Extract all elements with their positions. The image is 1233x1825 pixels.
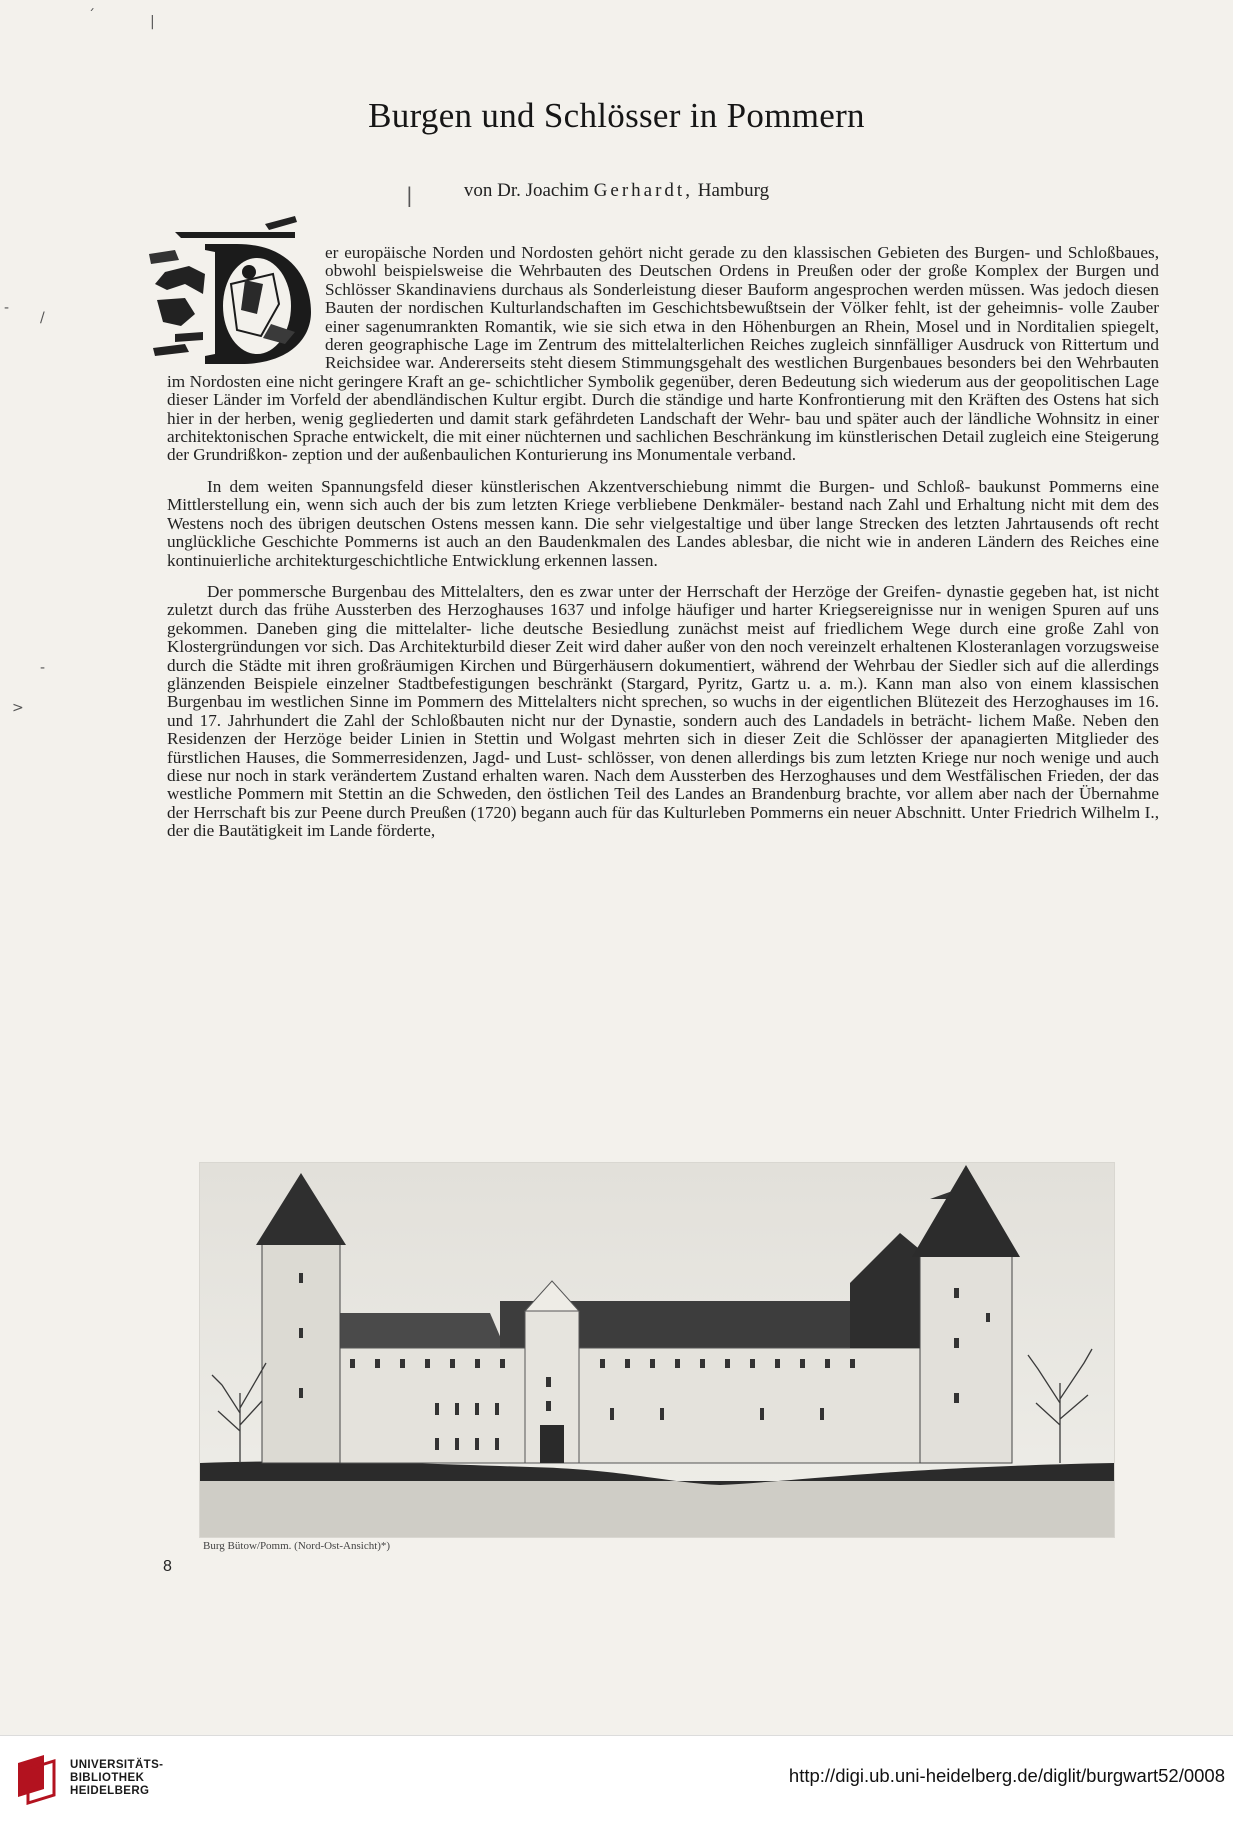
margin-mark: | [150,14,155,30]
university-library-logo-icon[interactable] [14,1753,58,1805]
article-title: Burgen und Schlösser in Pommern [368,96,865,135]
library-name-line-3: HEIDELBERG [70,1785,150,1797]
margin-mark: - [40,660,46,676]
margin-mark: - [4,300,10,316]
paragraph-1-container [167,244,1159,465]
byline-city: Hamburg [697,180,770,201]
library-name-line-2: BIBLIOTHEK [70,1772,145,1784]
digitization-footer [0,1735,1233,1825]
margin-mark: ˊ [88,8,95,24]
initial-d-illumination-icon [145,214,315,366]
article-body [167,244,1159,854]
figure-caption: Burg Bütow/Pomm. (Nord-Ost-Ansicht)*) [203,1540,391,1552]
permalink-url[interactable]: http://digi.ub.uni-heidelberg.de/diglit/burgwart52/0008 [788,1765,1225,1786]
article-byline [0,180,1233,202]
castle-illustration [199,1162,1115,1538]
paragraph-3: Der pommersche Burgenbau des Mittelalters, den es zwar unter der Herrschaft der Herzöge der Greifen- dynastie gegeben hat, ist nicht zuletzt durch das frühe Aussterben des Herzoghauses 1637 und infolge häufiger und harter Kriegsereignisse nur in wenigen Spuren auf uns gekommen. Daneben ging die mittelalter- liche deutsche Besiedlung zunächst meist auf friedlichem Wege durch eine große Zahl von Klostergründungen vor sich. Das Architekturbild dieser Zeit wird daher außer von den noch vereinzelt erhaltenen Klosteranlagen vorzugsweise durch die Städte mit ihren großräumigen Kirchen und Bürgerhäusern dokumentiert, während der Wehrbau der Siedler sich auf die allerdings glänzenden Beispiele einzelner Stadtbefestigungen beschränkt (Stargard, Pyritz, Gartz u. a. m.). Kann man also von einem klassischen Burgenbau im westlichen Sinne im Pommern des Mittelalters nicht sprechen, so wuchs in der eigentlichen Blütezeit des Herzoghauses im 16. und 17. Jahrhundert die Zahl der Schloßbauten nicht nur der Dynastie, sondern auch des Landadels in beträcht- lichem Maße. Neben den Residenzen der Herzöge beider Linien in Stettin und Wolgast mehrten sich in dieser Zeit die Schlösser der apanagierten Mitglieder des fürstlichen Hauses, die Sommerresidenzen, Jagd- und Lust- schlösser, von denen allerdings bis zum letzten Kriege nur noch wenige und auch diese nur noch in stark verändertem Zustand erhalten waren. Nach dem Aussterben des Herzoghauses und dem Westfälischen Frieden, der das westliche Pommern mit Stettin an die Schweden, den östlichen Teil des Landes an Brandenburg brachte, vor allem aber nach der Übernahme der Herrschaft bis zur Peene durch Preußen (1720) begann auch für das Kulturleben Pommerns ein neuer Abschnitt. Unter Friedrich Wilhelm I., der die Bautätigkeit im Lande förderte, [167,581,1159,841]
margin-mark: | [406,183,413,207]
margin-mark: > [12,700,24,716]
byline-prefix: von Dr. Joachim [463,180,589,201]
byline-author-name: Gerhardt, [593,180,693,201]
page-number: 8 [163,1558,172,1575]
library-name[interactable] [70,1759,163,1798]
paragraph-1: er europäische Norden und Nordosten gehört nicht gerade zu den klassischen Gebieten des Burgen- und Schloßbaues, obwohl beispielsweise die Wehrbauten des Deutschen Ordens in Preußen oder der große Komplex der Burgen und Schlösser Skandinaviens durchaus als Sonderleistung dieser Bauform angesprochen werden müssen. Was jedoch diesen Bauten der nordischen Kulturlandschaften im Geschichtsbewußtsein der Völker fehlt, ist der geheimnis- volle Zauber einer sagenumrankten Romantik, wie sie sich etwa in den Höhenburgen an Rhein, Mosel und in Norditalien spiegelt, deren geographische Lage im Zentrum des mittelalterlichen Reiches zugleich sinnfälliger Ausdruck von Rittertum und Reichsidee war. Andererseits steht diesem Stimmungsgehalt des westlichen Burgenbaues besonders bei den Wehrbauten im Nordosten eine nicht geringere Kraft an ge- schichtlicher Symbolik gegenüber, deren Bedeutung sich wiederum aus der geopolitischen Lage dieser Länder im Vorfeld der abendländischen Kultur ergibt. Durch die ständige und harte Konfrontierung mit den Kräften des Ostens hat sich hier in der herben, wenig gegliederten und damit stark gefährdeten Landschaft der Wehr- bau und später auch der ländliche Wohnsitz in einer architektonischen Sprache entwickelt, die mit einer nüchternen und sachlichen Beschränkung im künstlerischen Detail zugleich eine Steigerung der Grundrißkon- zeption und der außenbaulichen Konturierung ins Monumentale verband. [167,243,1159,465]
margin-mark: / [40,310,45,326]
library-name-line-1: UNIVERSITÄTS- [70,1759,164,1771]
paragraph-2: In dem weiten Spannungsfeld dieser künstlerischen Akzentverschiebung nimmt die Burgen- und Schloß- baukunst Pommerns eine Mittlerstellung ein, wenn sich auch der bis zum letzten Kriege verbliebene Denkmäler- bestand nach Zahl und Erhaltung nicht mit dem des Westens noch des übrigen deutschen Ostens messen kann. Die sehr vielgestaltige und über lange Strecken des letzten Jahrtausends oft recht unglückliche Geschichte Pommerns ist auch an den Baudenkmalen des Landes ablesbar, die nicht wie in anderen Ländern des Reiches eine kontinuierliche architekturgeschichtliche Entwicklung erkennen lassen. [167,476,1159,570]
